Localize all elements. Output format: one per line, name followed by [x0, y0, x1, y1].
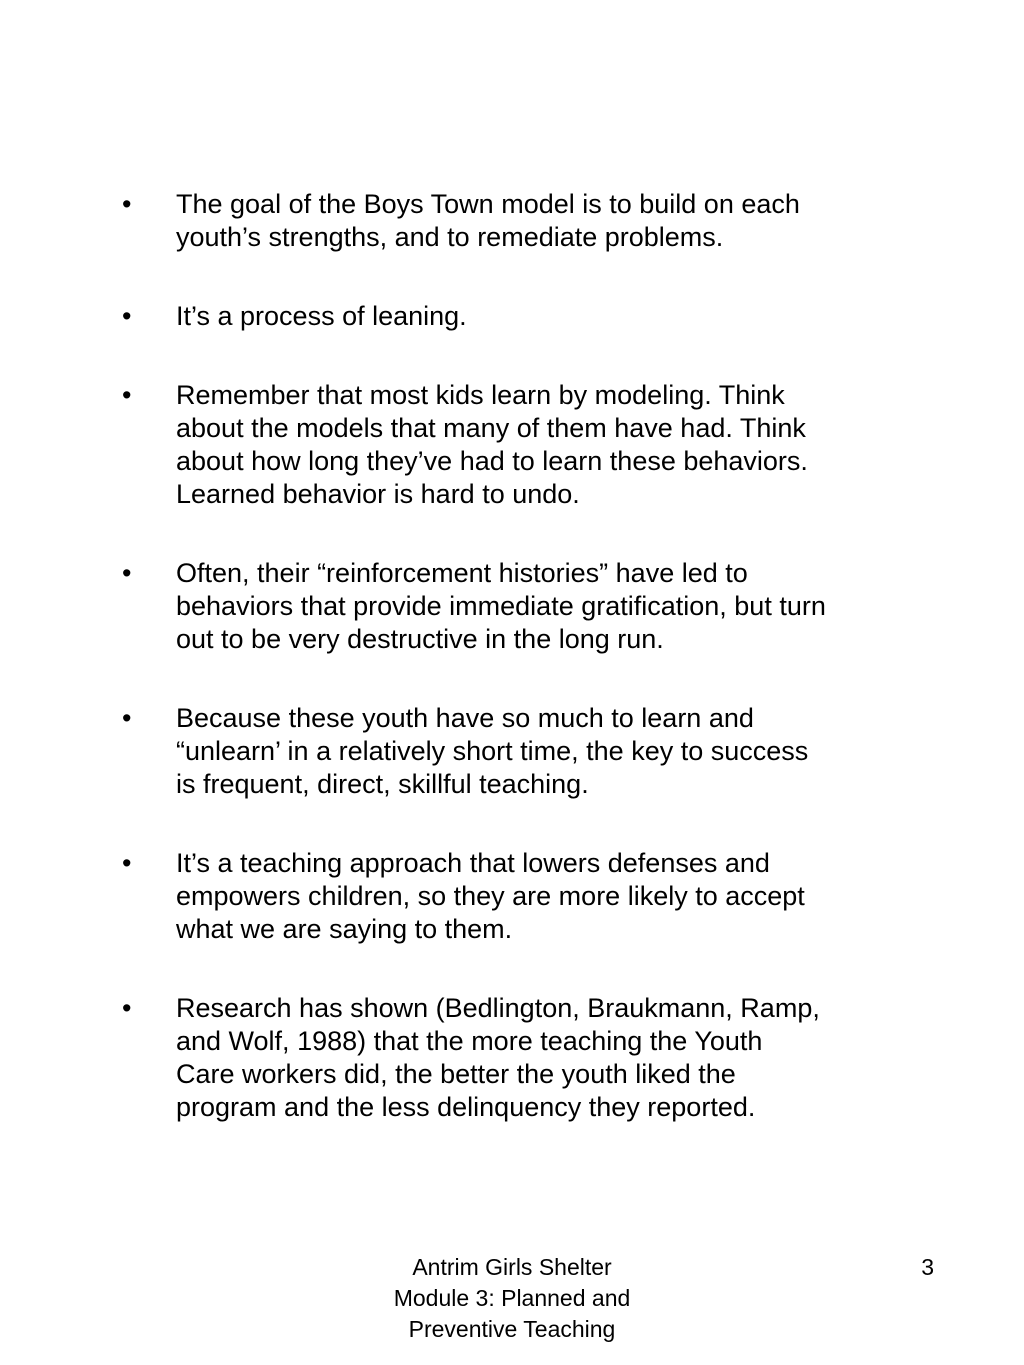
bullet-icon: • [122, 993, 132, 1023]
bullet-text-line: It’s a teaching approach that lowers defenses and [176, 848, 770, 878]
bullet-text-line: It’s a process of leaning. [176, 301, 467, 331]
bullet-item [122, 847, 922, 946]
bullet-text-line: program and the less delinquency they reported. [176, 1092, 756, 1122]
bullet-icon: • [122, 848, 132, 878]
bullet-text-line: is frequent, direct, skillful teaching. [176, 769, 589, 799]
bullet-text-line: behaviors that provide immediate gratification, but turn [176, 591, 826, 621]
bullet-icon: • [122, 703, 132, 733]
bullet-item [122, 557, 922, 656]
bullet-text-line: Because these youth have so much to learn and [176, 703, 754, 733]
bullet-text-line: about how long they’ve had to learn these behaviors. [176, 446, 808, 476]
footer-line: Antrim Girls Shelter [412, 1254, 612, 1280]
bullet-text-line: Research has shown (Bedlington, Braukmann, Ramp, [176, 993, 820, 1023]
bullet-text-line: what we are saying to them. [176, 914, 513, 944]
bullet-icon: • [122, 189, 132, 219]
bullet-icon: • [122, 301, 132, 331]
bullet-text-line: youth’s strengths, and to remediate problems. [176, 222, 724, 252]
bullet-list [122, 188, 922, 1170]
bullet-item [122, 702, 922, 801]
bullet-text-line: Learned behavior is hard to undo. [176, 479, 580, 509]
footer-line: Preventive Teaching [408, 1316, 616, 1342]
bullet-item [122, 379, 922, 511]
footer-line: Module 3: Planned and [393, 1285, 631, 1311]
bullet-item [122, 300, 922, 333]
bullet-item [122, 992, 922, 1124]
bullet-text-line: about the models that many of them have had. Think [176, 413, 806, 443]
bullet-icon: • [122, 558, 132, 588]
bullet-text-line: The goal of the Boys Town model is to build on each [176, 189, 800, 219]
bullet-text-line: “unlearn’ in a relatively short time, the key to success [176, 736, 809, 766]
bullet-text-line: Often, their “reinforcement histories” have led to [176, 558, 748, 588]
page-number: 3 [921, 1254, 934, 1280]
bullet-text-line: Remember that most kids learn by modeling. Think [176, 380, 785, 410]
footer-text [362, 1252, 662, 1345]
bullet-icon: • [122, 380, 132, 410]
bullet-item [122, 188, 922, 254]
bullet-text-line: Care workers did, the better the youth liked the [176, 1059, 736, 1089]
bullet-text-line: and Wolf, 1988) that the more teaching the Youth [176, 1026, 763, 1056]
bullet-text-line: out to be very destructive in the long run. [176, 624, 664, 654]
bullet-text-line: empowers children, so they are more likely to accept [176, 881, 805, 911]
